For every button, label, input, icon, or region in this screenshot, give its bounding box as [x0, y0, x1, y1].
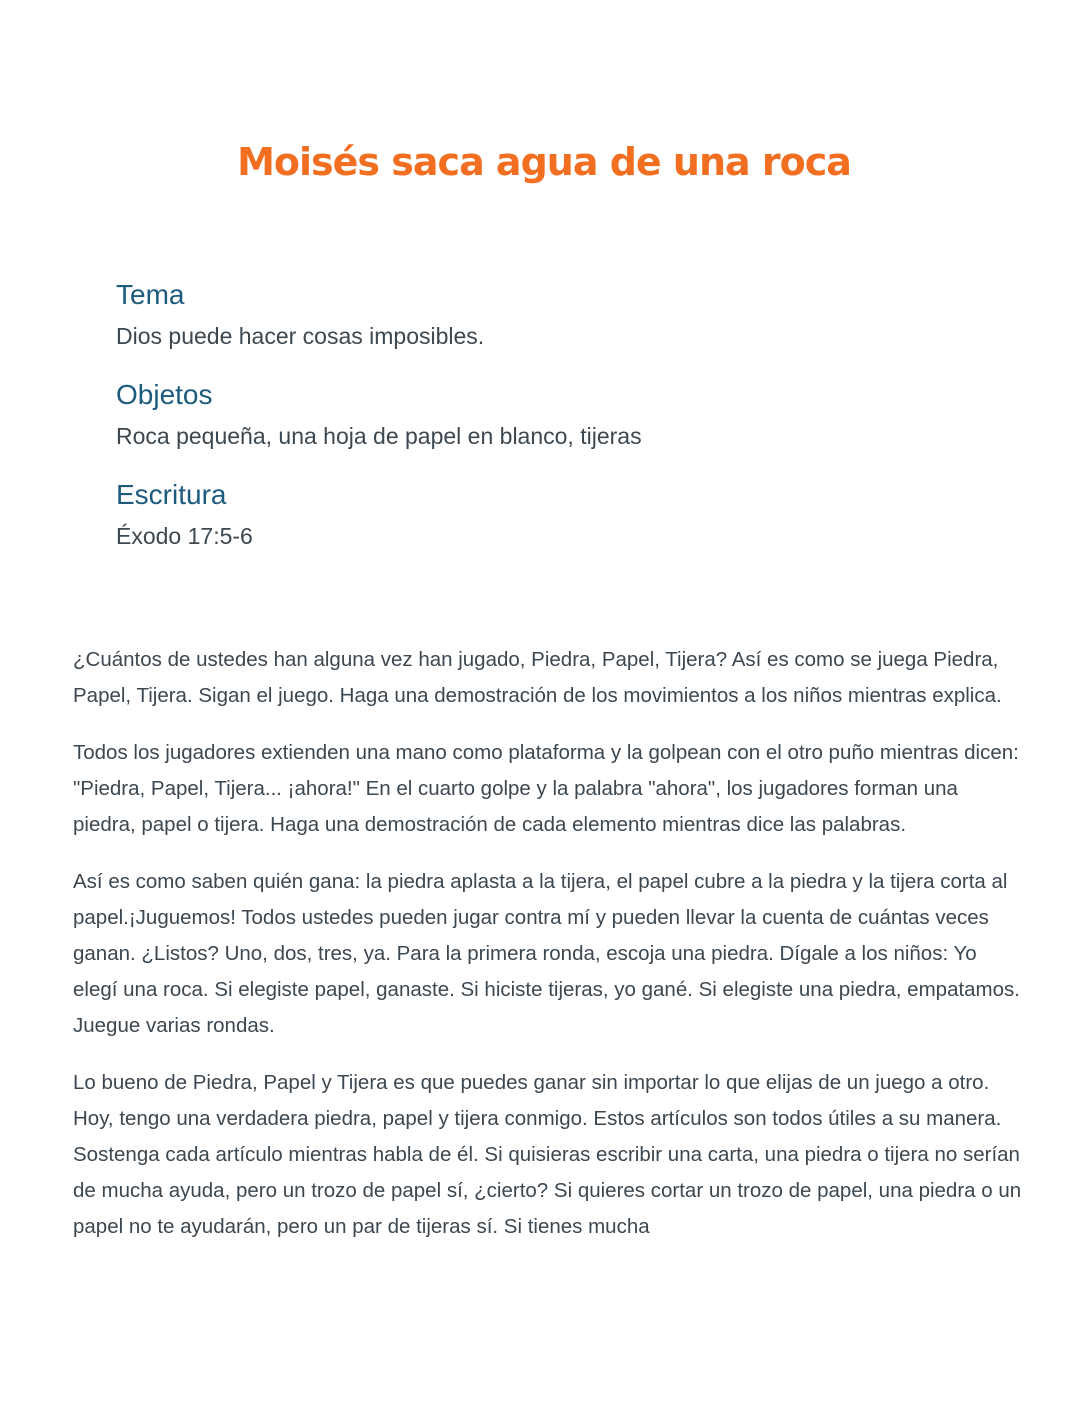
section-value: Éxodo 17:5-6	[116, 523, 253, 549]
page-title: Moisés saca agua de una roca	[237, 140, 851, 184]
section-heading: Objetos	[116, 379, 213, 410]
body-text	[73, 642, 1023, 1266]
section-heading: Tema	[116, 279, 185, 310]
section-escritura	[116, 476, 976, 552]
section-value: Dios puede hacer cosas imposibles.	[116, 323, 485, 349]
paragraph: ¿Cuántos de ustedes han alguna vez han jugado, Piedra, Papel, Tijera? Así es como se juega Piedra, Papel, Tijera. Sigan el juego. Haga una demostración de los movimientos a los niños mientras explica.	[73, 648, 1002, 707]
section-tema	[116, 276, 976, 352]
section-objetos	[116, 376, 976, 452]
section-heading: Escritura	[116, 479, 227, 510]
paragraph: Así es como saben quién gana: la piedra aplasta a la tijera, el papel cubre a la piedra y la tijera corta al papel.¡Juguemos! Todos ustedes pueden jugar contra mí y pueden llevar la cuenta de cuántas veces ganan. ¿Listos? Uno, dos, tres, ya. Para la primera ronda, escoja una piedra. Dígale a los niños: Yo elegí una roca. Si elegiste papel, ganaste. Si hiciste tijeras, yo gané. Si elegiste una piedra, empatamos. Juegue varias rondas.	[73, 870, 1020, 1037]
paragraph: Lo bueno de Piedra, Papel y Tijera es que puedes ganar sin importar lo que elijas de un juego a otro. Hoy, tengo una verdadera piedra, papel y tijera conmigo. Estos artículos son todos útiles a su manera. Sostenga cada artículo mientras habla de él. Si quisieras escribir una carta, una piedra o tijera no serían de mucha ayuda, pero un trozo de papel sí, ¿cierto? Si quieres cortar un trozo de papel, una piedra o un papel no te ayudarán, pero un par de tijeras sí. Si tienes mucha	[73, 1071, 1022, 1238]
paragraph: Todos los jugadores extienden una mano como plataforma y la golpean con el otro puño mientras dicen: "Piedra, Papel, Tijera... ¡ahora!" En el cuarto golpe y la palabra "ahora", los jugadores forman una piedra, papel o tijera. Haga una demostración de cada elemento mientras dice las palabras.	[73, 741, 1019, 836]
lesson-info	[116, 276, 976, 576]
section-value: Roca pequeña, una hoja de papel en blanco, tijeras	[116, 423, 642, 449]
